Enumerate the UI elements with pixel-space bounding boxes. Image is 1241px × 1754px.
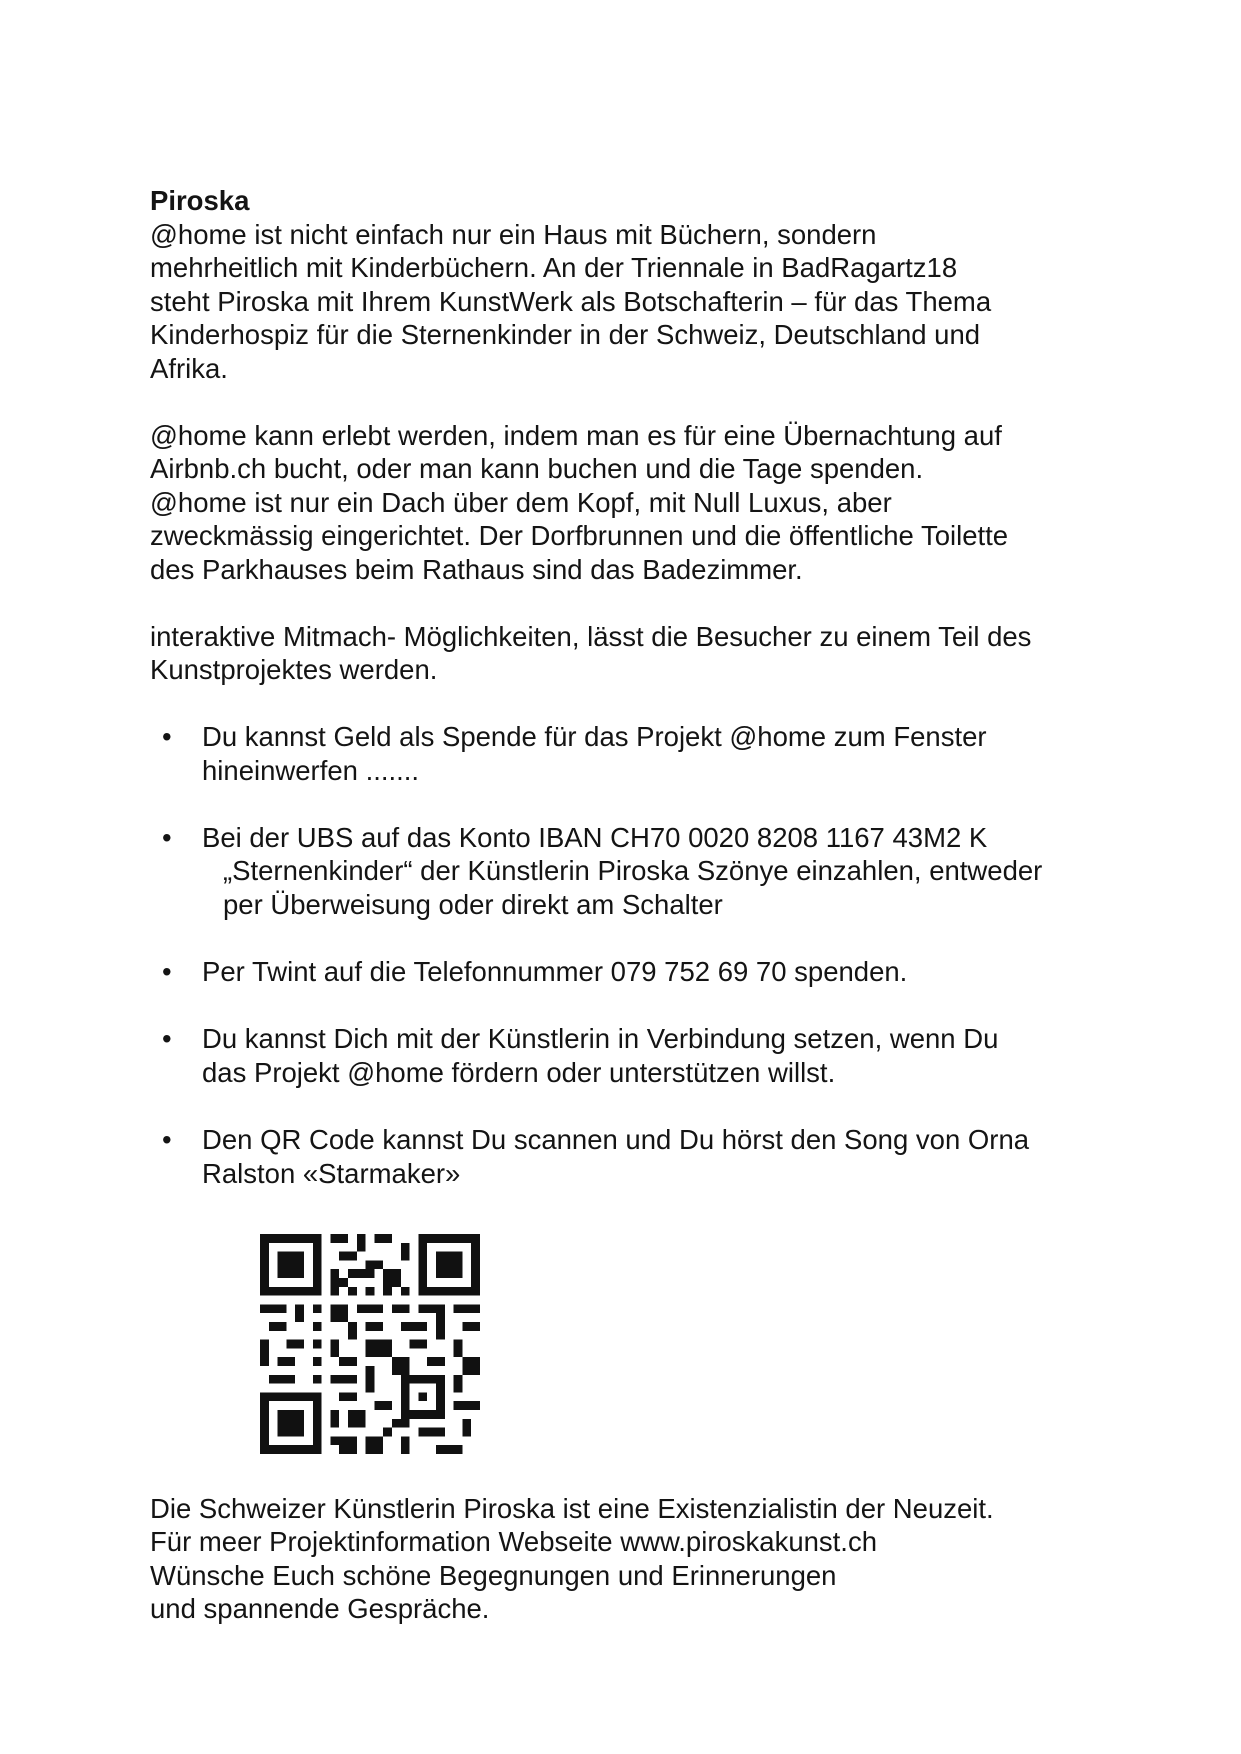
bullet-item-line: „Sternenkinder“ der Künstlerin Piroska Szönye einzahlen, entweder (223, 855, 1043, 886)
paragraph2-line: @home ist nur ein Dach über dem Kopf, mit Null Luxus, aber (150, 487, 892, 518)
bullet-item-line: Den QR Code kannst Du scannen und Du hörst den Song von Orna (202, 1124, 1030, 1155)
paragraph3-line: interaktive Mitmach- Möglichkeiten, lässt die Besucher zu einem Teil des (150, 621, 1032, 652)
page-title: Piroska (150, 185, 250, 216)
qr-code-icon[interactable] (260, 1234, 480, 1454)
paragraph3-line: Kunstprojektes werden. (150, 654, 438, 685)
closing-line: Wünsche Euch schöne Begegnungen und Erinnerungen (150, 1560, 837, 1591)
bullet-item-line: hineinwerfen ....... (202, 755, 420, 786)
paragraph2-line: zweckmässig eingerichtet. Der Dorfbrunnen und die öffentliche Toilette (150, 520, 1009, 551)
closing-line: Für meer Projektinformation Webseite www.piroskakunst.ch (150, 1526, 877, 1557)
bullet-item-line: Ralston «Starmaker» (202, 1158, 461, 1189)
paragraph2-line: des Parkhauses beim Rathaus sind das Badezimmer. (150, 554, 803, 585)
bullet-icon: • (162, 956, 172, 987)
paragraph2-line: @home kann erlebt werden, indem man es für eine Übernachtung auf (150, 420, 1002, 451)
closing-line: Die Schweizer Künstlerin Piroska ist eine Existenzialistin der Neuzeit. (150, 1493, 994, 1524)
bullet-item-line: Per Twint auf die Telefonnummer 079 752 69 70 spenden. (202, 956, 908, 987)
bullet-item-line: Du kannst Geld als Spende für das Projekt @home zum Fenster (202, 721, 987, 752)
bullet-icon: • (162, 721, 172, 752)
bullet-item-line: Du kannst Dich mit der Künstlerin in Verbindung setzen, wenn Du (202, 1023, 999, 1054)
bullet-item-line: das Projekt @home fördern oder unterstützen willst. (202, 1057, 836, 1088)
paragraph1-line: steht Piroska mit Ihrem KunstWerk als Botschafterin – für das Thema (150, 286, 992, 317)
paragraph1-line: mehrheitlich mit Kinderbüchern. An der Triennale in BadRagartz18 (150, 252, 958, 283)
bullet-icon: • (162, 822, 172, 853)
paragraph1-line: Afrika. (150, 353, 228, 384)
bullet-item-line: Bei der UBS auf das Konto IBAN CH70 0020 8208 1167 43M2 K (202, 822, 988, 853)
bullet-icon: • (162, 1124, 172, 1155)
paragraph2-line: Airbnb.ch bucht, oder man kann buchen und die Tage spenden. (150, 453, 924, 484)
bullet-icon: • (162, 1023, 172, 1054)
paragraph1-line: Kinderhospiz für die Sternenkinder in der Schweiz, Deutschland und (150, 319, 981, 350)
closing-line: und spannende Gespräche. (150, 1593, 490, 1624)
bullet-item-line: per Überweisung oder direkt am Schalter (223, 889, 723, 920)
paragraph1-line: @home ist nicht einfach nur ein Haus mit Büchern, sondern (150, 219, 877, 250)
